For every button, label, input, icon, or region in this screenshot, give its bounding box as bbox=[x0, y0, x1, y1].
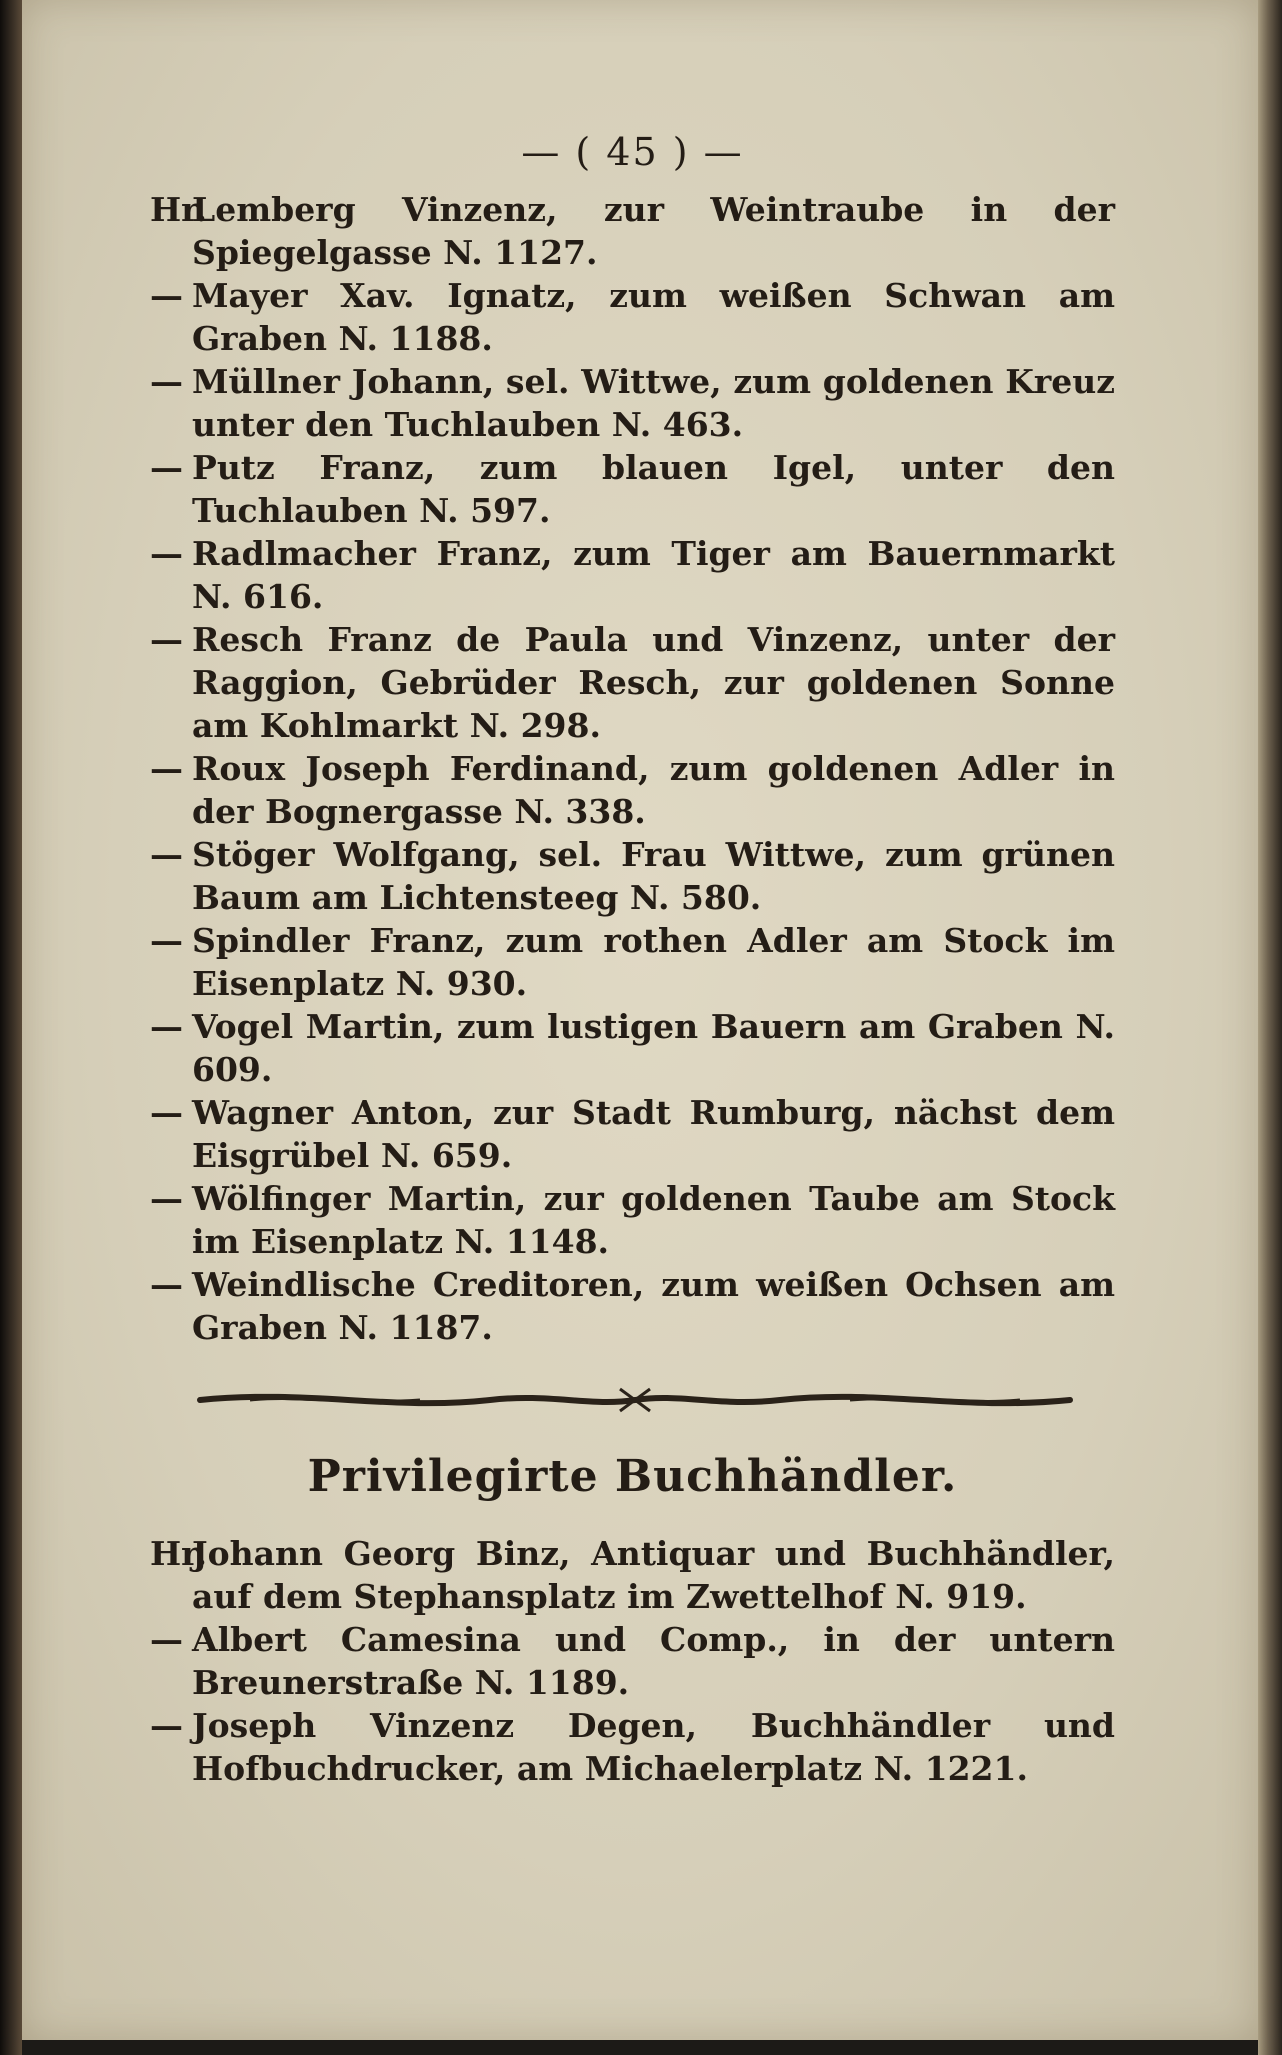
entry-text: Radlmacher Franz, zum Tiger am Bauernmarkt N. 616. bbox=[192, 534, 1115, 616]
list-item bbox=[150, 1704, 1115, 1790]
list-item bbox=[150, 833, 1115, 919]
entry-prefix: Hr. bbox=[150, 190, 208, 229]
entry-prefix: — bbox=[150, 620, 183, 659]
entry-text: Roux Joseph Ferdinand, zum goldenen Adler in der Bognergasse N. 338. bbox=[192, 749, 1115, 831]
list-item bbox=[150, 360, 1115, 446]
list-item bbox=[150, 188, 1115, 274]
entry-prefix: — bbox=[150, 1706, 183, 1745]
ornamental-divider bbox=[190, 1383, 1080, 1417]
list-item bbox=[150, 1177, 1115, 1263]
entry-prefix: — bbox=[150, 1093, 183, 1132]
page-edge bbox=[1258, 0, 1282, 2055]
entry-prefix: — bbox=[150, 1620, 183, 1659]
section-title: Privilegirte Buchhändler. bbox=[307, 1451, 958, 1502]
entry-text: Putz Franz, zum blauen Igel, unter den Tuchlauben N. 597. bbox=[192, 448, 1115, 530]
list-item bbox=[150, 1618, 1115, 1704]
list-item bbox=[150, 1263, 1115, 1349]
list-item bbox=[150, 274, 1115, 360]
list-item bbox=[150, 747, 1115, 833]
entry-text: Spindler Franz, zum rothen Adler am Stock im Eisenplatz N. 930. bbox=[192, 921, 1115, 1003]
page-content bbox=[150, 130, 1115, 1790]
list-item bbox=[150, 446, 1115, 532]
entry-list-top bbox=[150, 188, 1115, 1349]
entry-text: Wölfinger Martin, zur goldenen Taube am Stock im Eisenplatz N. 1148. bbox=[192, 1179, 1115, 1261]
entry-text: Joseph Vinzenz Degen, Buchhändler und Hofbuchdrucker, am Michaelerplatz N. 1221. bbox=[192, 1706, 1115, 1788]
entry-prefix: — bbox=[150, 1265, 183, 1304]
entry-prefix: — bbox=[150, 835, 183, 874]
entry-prefix: — bbox=[150, 276, 183, 315]
entry-prefix: — bbox=[150, 921, 183, 960]
list-item bbox=[150, 1005, 1115, 1091]
list-item bbox=[150, 1532, 1115, 1618]
list-item bbox=[150, 618, 1115, 747]
entry-text: Johann Georg Binz, Antiquar und Buchhändler, auf dem Stephansplatz im Zwettelhof N. 919. bbox=[192, 1534, 1115, 1616]
entry-text: Weindlische Creditoren, zum weißen Ochsen am Graben N. 1187. bbox=[192, 1265, 1115, 1347]
list-item bbox=[150, 919, 1115, 1005]
list-item bbox=[150, 1091, 1115, 1177]
entry-prefix: — bbox=[150, 534, 183, 573]
entry-text: Vogel Martin, zum lustigen Bauern am Graben N. 609. bbox=[192, 1007, 1115, 1089]
entry-text: Lemberg Vinzenz, zur Weintraube in der Spiegelgasse N. 1127. bbox=[192, 190, 1115, 272]
list-item bbox=[150, 532, 1115, 618]
entry-prefix: — bbox=[150, 448, 183, 487]
book-spine bbox=[0, 0, 22, 2055]
entry-text: Stöger Wolfgang, sel. Frau Wittwe, zum grünen Baum am Lichtensteeg N. 580. bbox=[192, 835, 1115, 917]
entry-text: Resch Franz de Paula und Vinzenz, unter der Raggion, Gebrüder Resch, zur goldenen Sonne am Kohlmarkt N. 298. bbox=[192, 620, 1115, 745]
entry-text: Mayer Xav. Ignatz, zum weißen Schwan am Graben N. 1188. bbox=[192, 276, 1115, 358]
entry-prefix: — bbox=[150, 749, 183, 788]
entry-prefix: — bbox=[150, 1179, 183, 1218]
entry-prefix: — bbox=[150, 362, 183, 401]
entry-prefix: Hr. bbox=[150, 1534, 208, 1573]
entry-text: Albert Camesina und Comp., in der untern Breunerstraße N. 1189. bbox=[192, 1620, 1115, 1702]
entry-list-bottom bbox=[150, 1532, 1115, 1790]
entry-text: Wagner Anton, zur Stadt Rumburg, nächst dem Eisgrübel N. 659. bbox=[192, 1093, 1115, 1175]
entry-prefix: — bbox=[150, 1007, 183, 1046]
page-number: — ( 45 ) — bbox=[521, 130, 744, 174]
entry-text: Müllner Johann, sel. Wittwe, zum goldenen Kreuz unter den Tuchlauben N. 463. bbox=[192, 362, 1115, 444]
